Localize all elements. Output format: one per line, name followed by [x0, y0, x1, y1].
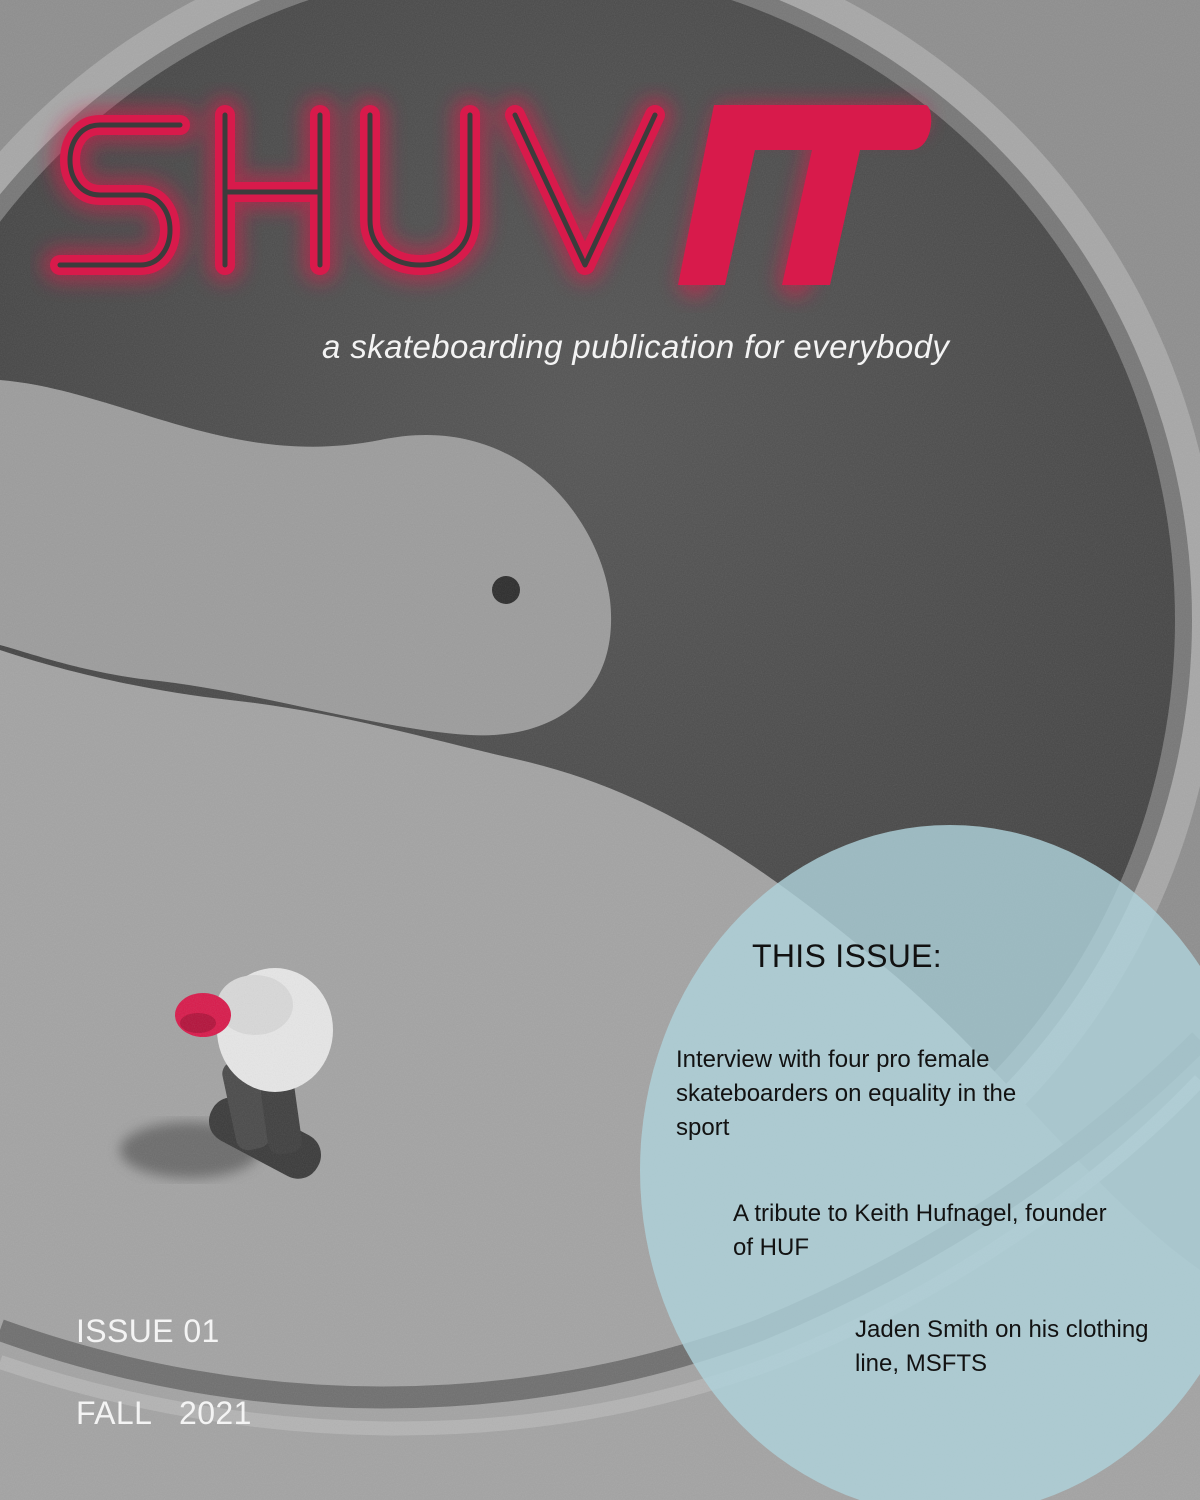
this-issue-heading: THIS ISSUE: [752, 938, 943, 974]
issue-date: FALL 2021 [76, 1395, 252, 1431]
story-headline[interactable]: Jaden Smith on his clothing line, MSFTS [855, 1316, 1149, 1377]
shuv-it-logo [30, 80, 950, 330]
story-headline[interactable]: Interview with four pro female skateboarders on equality in the sport [676, 1046, 1017, 1141]
story-headline[interactable]: A tribute to Keith Hufnagel, founder of HUF [733, 1200, 1107, 1261]
issue-number: ISSUE 01 [76, 1313, 220, 1349]
tagline: a skateboarding publication for everybody [322, 328, 950, 365]
